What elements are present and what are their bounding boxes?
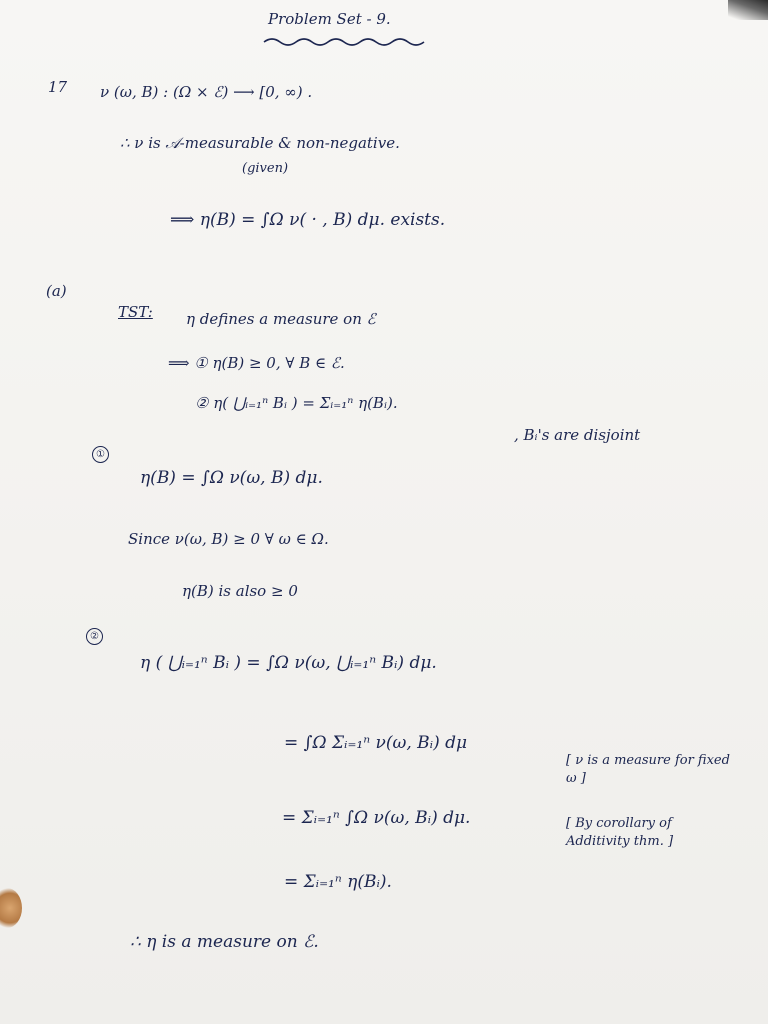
- proof-two-step4: = Σᵢ₌₁ⁿ η(Bᵢ).: [284, 872, 392, 892]
- page-corner-shadow: [728, 0, 768, 20]
- disjoint-note: , Bᵢ's are disjoint: [514, 426, 641, 444]
- proof-two-step2: = ∫Ω Σᵢ₌₁ⁿ ν(ω, Bᵢ) dμ: [284, 733, 468, 753]
- proof-one-marker: [92, 446, 109, 463]
- line-kernel-definition: ν (ω, B) : (Ω × ℰ) ⟶ [0, ∞) .: [100, 83, 313, 101]
- pushpin: [0, 888, 22, 928]
- note-additivity-corollary: [ By corollary of Additivity thm. ]: [566, 816, 674, 849]
- page-title: Problem Set - 9.: [268, 10, 391, 28]
- tst-statement: η defines a measure on ℰ: [186, 310, 376, 328]
- line-measurable: ∴ ν is 𝒜-measurable & non-negative.: [120, 134, 400, 152]
- proof-two-marker: [86, 628, 103, 645]
- condition-nonnegative: ⟹ ① η(B) ≥ 0, ∀ B ∈ ℰ.: [168, 354, 345, 372]
- condition-additivity: ② η( ⋃ᵢ₌₁ⁿ Bᵢ ) = Σᵢ₌₁ⁿ η(Bᵢ).: [195, 394, 398, 412]
- conclusion: ∴ η is a measure on ℰ.: [130, 932, 319, 952]
- line-eta-exists: ⟹ η(B) = ∫Ω ν( · , B) dμ. exists.: [170, 210, 446, 230]
- proof-two-step3: = Σᵢ₌₁ⁿ ∫Ω ν(ω, Bᵢ) dμ.: [282, 808, 471, 828]
- tst-label: TST:: [118, 303, 153, 321]
- problem-number: 17: [48, 78, 68, 96]
- note-measure-fixed-omega: [ ν is a measure for fixed ω ]: [566, 753, 730, 786]
- circled-one: ①: [92, 446, 109, 463]
- since-statement: Since ν(ω, B) ≥ 0 ∀ ω ∈ Ω.: [128, 530, 329, 548]
- circled-two: ②: [86, 628, 103, 645]
- proof-one-integral: η(B) = ∫Ω ν(ω, B) dμ.: [140, 468, 323, 488]
- note-given: (given): [242, 161, 289, 176]
- proof-two-step1: η ( ⋃ᵢ₌₁ⁿ Bᵢ ) = ∫Ω ν(ω, ⋃ᵢ₌₁ⁿ Bᵢ) dμ.: [140, 653, 437, 673]
- also-statement: η(B) is also ≥ 0: [182, 582, 298, 600]
- part-a-label: (a): [46, 282, 67, 300]
- title-underline: [262, 36, 432, 48]
